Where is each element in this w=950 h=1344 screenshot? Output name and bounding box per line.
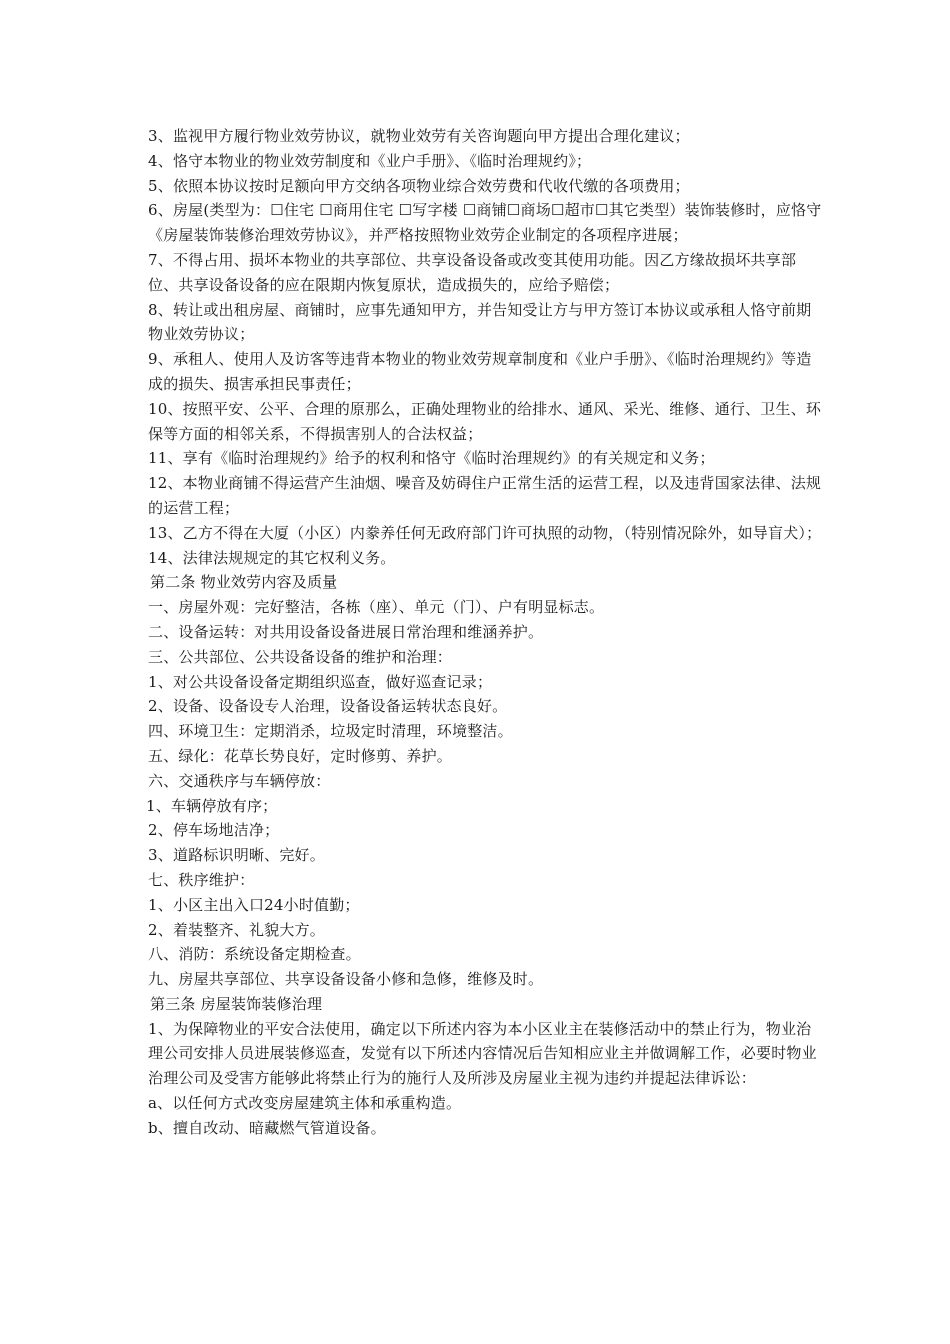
paragraph-service-1: 一、房屋外观：完好整洁，各栋（座）、单元（门）、户有明显标志。 bbox=[148, 598, 605, 617]
paragraph-service-4: 四、环境卫生：定期消杀，垃圾定时清理，环境整洁。 bbox=[148, 722, 513, 741]
paragraph-obligation-11: 11、享有《临时治理规约》给予的权利和恪守《临时治理规约》的有关规定和义务； bbox=[148, 449, 715, 468]
paragraph-obligation-13: 13、乙方不得在大厦（小区）内豢养任何无政府部门许可执照的动物，（特别情况除外，如导盲犬）； bbox=[148, 523, 822, 542]
section-heading-article-2: 第二条 物业效劳内容及质量 bbox=[150, 573, 338, 592]
paragraph-service-6-3: 3、道路标识明晰、完好。 bbox=[148, 846, 325, 865]
paragraph-obligation-3: 3、监视甲方履行物业效劳协议，就物业效劳有关咨询题向甲方提出合理化建议； bbox=[148, 127, 690, 145]
paragraph-renovation-1: 1、为保障物业的平安合法使用，确定以下所述内容为本小区业主在装修活动中的禁止行为，物业治理公司安排人员进展装修巡查，发觉有以下所述内容情况后告知相应业主并做调解工作，必要时物业治理公司及受害方能够此将禁止行为的施行人及所涉及房屋业主视为违约并提起法律诉讼： bbox=[148, 1019, 817, 1088]
paragraph-obligation-7: 7、不得占用、损坏本物业的共享部位、共享设备设备或改变其使用功能。因乙方缘故损坏共享部位、共享设备设备的应在限期内恢复原状，造成损失的，应给予赔偿； bbox=[148, 250, 797, 294]
paragraph-obligation-4: 4、恪守本物业的物业效劳制度和《业户手册》、《临时治理规约》； bbox=[148, 151, 592, 170]
paragraph-renovation-a: a、以任何方式改变房屋建筑主体和承重构造。 bbox=[148, 1094, 462, 1113]
paragraph-obligation-12: 12、本物业商铺不得运营产生油烟、噪音及妨碍住户正常生活的运营工程，以及违背国家法律、法规的运营工程； bbox=[148, 474, 822, 517]
document-body bbox=[146, 124, 826, 1141]
section-heading-article-3: 第三条 房屋装饰装修治理 bbox=[150, 994, 323, 1013]
paragraph-renovation-b: b、擅自改动、暗藏燃气管道设备。 bbox=[148, 1118, 386, 1137]
paragraph-service-2: 二、设备运转：对共用设备设备进展日常治理和维涵养护。 bbox=[148, 622, 544, 641]
paragraph-service-8: 八、消防：系统设备定期检查。 bbox=[148, 945, 361, 964]
paragraph-service-9: 九、房屋共享部位、共享设备设备小修和急修，维修及时。 bbox=[148, 970, 544, 989]
paragraph-service-7: 七、秩序维护： bbox=[148, 870, 255, 889]
paragraph-obligation-10: 10、按照平安、公平、合理的原那么，正确处理物业的给排水、通风、采光、维修、通行、卫生、环保等方面的相邻关系，不得损害别人的合法权益； bbox=[148, 399, 822, 443]
paragraph-service-6-2: 2、停车场地洁净； bbox=[148, 821, 280, 840]
paragraph-obligation-6: 6、房屋(类型为：☐住宅 ☐商用住宅 ☐写字楼 ☐商铺☐商场☐超市☐其它类型）装饰装修时，应恪守《房屋装饰装修治理效劳协议》，并严格按照物业效劳企业制定的各项程序进展； bbox=[148, 201, 822, 245]
paragraph-obligation-9: 9、承租人、使用人及访客等违背本物业的物业效劳规章制度和《业户手册》、《临时治理规约》等造成的损失、损害承担民事责任； bbox=[148, 350, 812, 393]
paragraph-obligation-5: 5、依照本协议按时足额向甲方交纳各项物业综合效劳费和代收代缴的各项费用； bbox=[148, 176, 690, 195]
paragraph-service-6: 六、交通秩序与车辆停放： bbox=[148, 771, 331, 790]
paragraph-service-3: 三、公共部位、公共设备设备的维护和治理： bbox=[148, 647, 453, 666]
paragraph-service-6-1: 1、车辆停放有序； bbox=[146, 796, 278, 815]
paragraph-service-5: 五、绿化：花草长势良好，定时修剪、养护。 bbox=[148, 746, 453, 765]
paragraph-service-7-1: 1、小区主出入口24小时值勤； bbox=[148, 895, 360, 914]
paragraph-obligation-14: 14、法律法规规定的其它权利义务。 bbox=[148, 548, 396, 567]
paragraph-obligation-8: 8、转让或出租房屋、商铺时，应事先通知甲方，并告知受让方与甲方签订本协议或承租人恪守前期物业效劳协议； bbox=[148, 300, 812, 344]
paragraph-service-3-2: 2、设备、设备设专人治理，设备设备运转状态良好。 bbox=[148, 697, 508, 716]
paragraph-service-7-2: 2、着装整齐、礼貌大方。 bbox=[148, 920, 325, 939]
paragraph-service-3-1: 1、对公共设备设备定期组织巡查，做好巡查记录； bbox=[148, 672, 493, 691]
